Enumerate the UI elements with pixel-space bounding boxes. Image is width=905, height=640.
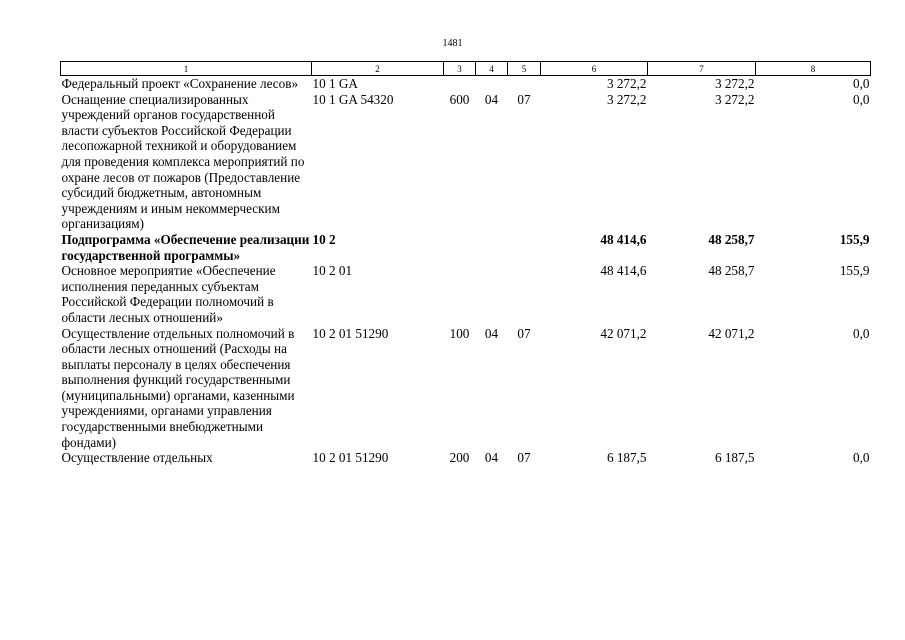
row-value-8: 0,0: [853, 76, 870, 91]
row-name: Федеральный проект «Сохранение лесов»: [61, 76, 299, 91]
column-header-2: 2: [312, 62, 444, 76]
row-value-6: 6 187,5: [606, 450, 647, 466]
row-col5: 07: [517, 91, 531, 107]
row-col3: [444, 263, 476, 325]
row-col5: [508, 232, 541, 263]
row-col4: 04: [484, 325, 499, 341]
row-col5: 07: [517, 450, 531, 466]
column-header-5: 5: [508, 62, 541, 76]
column-header-4: 4: [476, 62, 508, 76]
row-value-6: 42 071,2: [600, 325, 647, 341]
table-row: [61, 232, 871, 263]
row-col5: 07: [517, 325, 531, 341]
row-col4: [476, 263, 508, 325]
row-col3: 200: [449, 450, 470, 466]
row-value-8: 155,9: [839, 263, 870, 279]
column-number-header: [61, 62, 871, 76]
row-col4: 04: [484, 91, 499, 107]
row-value-7: 6 187,5: [714, 450, 755, 466]
row-name: Оснащение специализированных учреждений органов государственной власти субъектов Российской Федерации лесопожарной техникой и оборудованием для проведения комплекса мероприятий по охране лесов от пожаров (Предоставление субсидий бюджетным, автономным учреждениям и иным некоммерческим организациям): [61, 91, 305, 232]
page-number: 1481: [442, 38, 463, 49]
column-header-8: 8: [756, 62, 871, 76]
row-code: 10 2: [312, 231, 336, 247]
row-code: 10 2 01: [312, 263, 353, 279]
row-col3: [444, 76, 476, 92]
row-value-8: 0,0: [853, 450, 870, 466]
row-value-7: 3 272,2: [714, 76, 755, 91]
table-row: [61, 263, 871, 325]
budget-table: [60, 61, 871, 466]
row-name: Основное мероприятие «Обеспечение исполнения переданных субъектам Российской Федерации полномочий в области лесных отношений»: [61, 263, 276, 325]
table-row: [61, 326, 871, 451]
row-code: 10 1 GA: [312, 76, 358, 91]
column-header-6: 6: [541, 62, 648, 76]
row-value-8: 0,0: [853, 91, 870, 107]
row-value-6: 3 272,2: [606, 91, 647, 107]
row-col4: 04: [484, 450, 499, 466]
row-col5: [508, 263, 541, 325]
row-col4: [476, 76, 508, 92]
row-name: Подпрограмма «Обеспечение реализации государственной программы»: [61, 231, 310, 263]
row-value-6: 48 414,6: [600, 231, 647, 247]
column-header-1: 1: [61, 62, 312, 76]
row-col3: [444, 232, 476, 263]
row-code: 10 2 01 51290: [312, 325, 389, 341]
column-header-3: 3: [444, 62, 476, 76]
row-value-8: 155,9: [839, 231, 870, 247]
table-row: [61, 76, 871, 92]
row-code: 10 1 GA 54320: [312, 91, 394, 107]
row-name: Осуществление отдельных полномочий в области лесных отношений (Расходы на выплаты персоналу в целях обеспечения выполнения функций государственными (муниципальными) органами, казенными учреждениями, органами управления государственными внебюджетными фондами): [61, 325, 295, 450]
table-row: [61, 450, 871, 466]
row-value-7: 48 258,7: [708, 263, 755, 279]
row-code: 10 2 01 51290: [312, 450, 389, 466]
row-col4: [476, 232, 508, 263]
row-col3: 100: [449, 325, 470, 341]
row-name: Осуществление отдельных: [61, 450, 213, 466]
row-col5: [508, 76, 541, 92]
row-value-6: 48 414,6: [600, 263, 647, 279]
table-row: [61, 92, 871, 232]
row-value-7: 48 258,7: [708, 231, 755, 247]
row-value-7: 3 272,2: [714, 91, 755, 107]
row-col3: 600: [449, 91, 470, 107]
row-value-8: 0,0: [853, 325, 870, 341]
column-header-7: 7: [648, 62, 756, 76]
row-value-6: 3 272,2: [606, 76, 647, 91]
row-value-7: 42 071,2: [708, 325, 755, 341]
